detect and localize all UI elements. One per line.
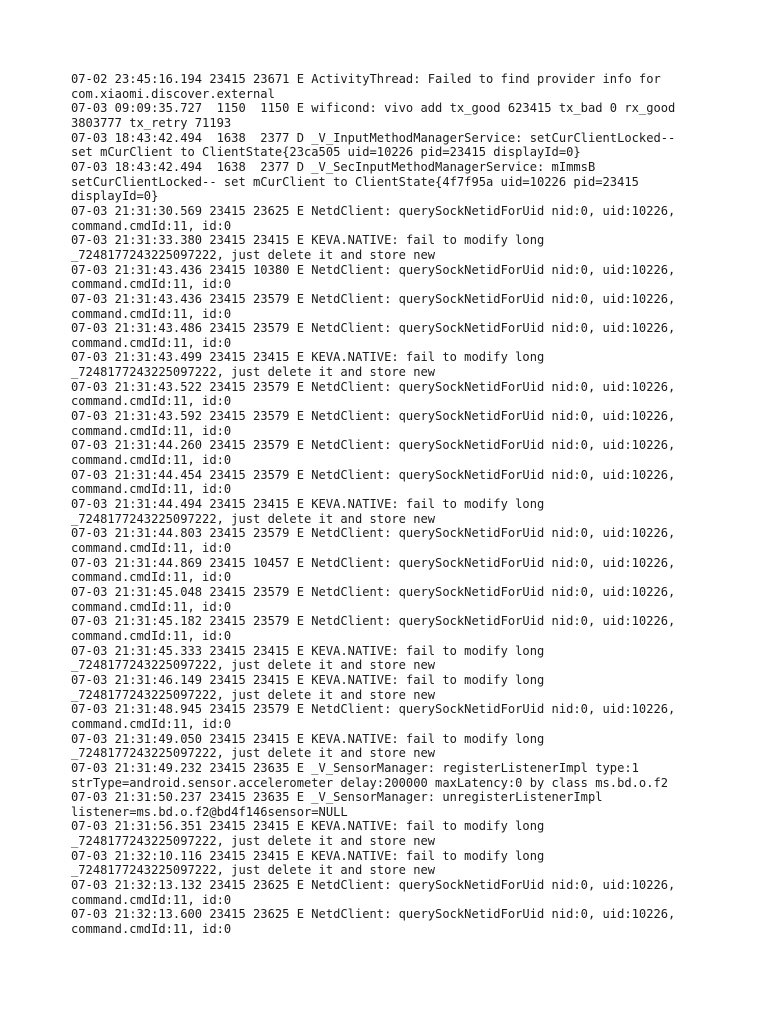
log-line: command.cmdId:11, id:0 [71,716,232,731]
log-line: command.cmdId:11, id:0 [71,335,232,350]
log-line: _7248177243225097222, just delete it and store new [71,658,436,673]
log-listing [71,72,711,937]
log-line: 07-03 21:31:43.436 23415 10380 E NetdClient: querySockNetidForUid nid:0, uid:10226, [71,262,676,277]
log-line: 07-03 21:31:45.048 23415 23579 E NetdClient: querySockNetidForUid nid:0, uid:10226, [71,584,676,599]
log-line: 07-03 21:31:44.454 23415 23579 E NetdClient: querySockNetidForUid nid:0, uid:10226, [71,467,676,482]
log-line: _7248177243225097222, just delete it and store new [71,746,436,761]
log-line: 07-02 23:45:16.194 23415 23671 E ActivityThread: Failed to find provider info for [71,72,661,86]
log-line: command.cmdId:11, id:0 [71,423,232,438]
log-line: 07-03 21:32:10.116 23415 23415 E KEVA.NATIVE: fail to modify long [71,848,545,863]
log-entry [71,131,711,160]
log-line: 07-03 21:31:43.522 23415 23579 E NetdClient: querySockNetidForUid nid:0, uid:10226, [71,379,676,394]
log-line: 07-03 18:43:42.494 1638 2377 D _V_InputMethodManagerService: setCurClientLocked-- [71,130,676,145]
log-line: _7248177243225097222, just delete it and store new [71,834,436,849]
log-entry [71,878,711,907]
log-line: command.cmdId:11, id:0 [71,218,232,233]
log-entry [71,321,711,350]
log-entry [71,380,711,409]
log-line: 07-03 21:32:13.600 23415 23625 E NetdClient: querySockNetidForUid nid:0, uid:10226, [71,907,676,922]
log-line: _7248177243225097222, just delete it and store new [71,247,436,262]
log-line: displayId=0} [71,189,159,204]
log-entry [71,350,711,379]
log-line: 07-03 21:31:49.232 23415 23635 E _V_SensorManager: registerListenerImpl type:1 [71,760,639,775]
log-entry [71,790,711,819]
log-entry [71,673,711,702]
log-entry [71,702,711,731]
log-line: 07-03 21:31:45.182 23415 23579 E NetdClient: querySockNetidForUid nid:0, uid:10226, [71,614,676,629]
log-line: listener=ms.bd.o.f2@bd4f146sensor=NULL [71,804,348,819]
log-line: _7248177243225097222, just delete it and store new [71,863,436,878]
log-entry [71,409,711,438]
log-line: 07-03 21:31:46.149 23415 23415 E KEVA.NATIVE: fail to modify long [71,672,545,687]
log-entry [71,819,711,848]
log-entry [71,438,711,467]
log-entry [71,556,711,585]
log-line: setCurClientLocked-- set mCurClient to ClientState{4f7f95a uid=10226 pid=23415 [71,174,639,189]
log-line: _7248177243225097222, just delete it and store new [71,365,436,380]
log-line: command.cmdId:11, id:0 [71,892,232,907]
log-line: command.cmdId:11, id:0 [71,306,232,321]
log-line: command.cmdId:11, id:0 [71,541,232,555]
log-line: 07-03 18:43:42.494 1638 2377 D _V_SecInputMethodManagerService: mImmsB [71,159,596,174]
log-entry [71,263,711,292]
log-line: 07-03 21:31:48.945 23415 23579 E NetdClient: querySockNetidForUid nid:0, uid:10226, [71,702,676,717]
log-entry [71,72,711,101]
log-line: strType=android.sensor.accelerometer delay:200000 maxLatency:0 by class ms.bd.o.f2 [71,775,669,790]
log-entry [71,732,711,761]
log-entry [71,497,711,526]
log-entry [71,761,711,790]
log-line: 07-03 21:31:43.592 23415 23579 E NetdClient: querySockNetidForUid nid:0, uid:10226, [71,409,676,424]
log-entry [71,204,711,233]
log-line: command.cmdId:11, id:0 [71,453,232,468]
log-entry [71,614,711,643]
log-line: com.xiaomi.discover.external [71,86,275,101]
log-line: 07-03 21:31:56.351 23415 23415 E KEVA.NATIVE: fail to modify long [71,819,545,834]
log-line: _7248177243225097222, just delete it and store new [71,511,436,526]
log-line: 07-03 21:31:44.260 23415 23579 E NetdClient: querySockNetidForUid nid:0, uid:10226, [71,438,676,453]
log-entry [71,160,711,204]
log-line: 07-03 21:31:30.569 23415 23625 E NetdClient: querySockNetidForUid nid:0, uid:10226, [71,203,676,218]
log-line: 07-03 09:09:35.727 1150 1150 E wificond: vivo add tx_good 623415 tx_bad 0 rx_good [71,101,676,116]
log-line: command.cmdId:11, id:0 [71,599,232,614]
log-line: command.cmdId:11, id:0 [71,922,232,937]
log-line: command.cmdId:11, id:0 [71,570,232,585]
log-line: 07-03 21:32:13.132 23415 23625 E NetdClient: querySockNetidForUid nid:0, uid:10226, [71,878,676,893]
log-line: 07-03 21:31:44.803 23415 23579 E NetdClient: querySockNetidForUid nid:0, uid:10226, [71,526,676,541]
log-line: 3803777 tx_retry 71193 [71,115,232,130]
log-entry [71,644,711,673]
log-line: 07-03 21:31:44.494 23415 23415 E KEVA.NATIVE: fail to modify long [71,497,545,512]
log-entry [71,292,711,321]
log-line: 07-03 21:31:43.499 23415 23415 E KEVA.NATIVE: fail to modify long [71,350,545,365]
log-line: _7248177243225097222, just delete it and store new [71,687,436,702]
log-line: 07-03 21:31:43.486 23415 23579 E NetdClient: querySockNetidForUid nid:0, uid:10226, [71,321,676,336]
log-line: 07-03 21:31:44.869 23415 10457 E NetdClient: querySockNetidForUid nid:0, uid:10226, [71,555,676,570]
log-line: 07-03 21:31:45.333 23415 23415 E KEVA.NATIVE: fail to modify long [71,643,545,658]
log-line: 07-03 21:31:50.237 23415 23635 E _V_SensorManager: unregisterListenerImpl [71,790,603,805]
log-line: set mCurClient to ClientState{23ca505 uid=10226 pid=23415 displayId=0} [71,145,581,160]
log-line: 07-03 21:31:33.380 23415 23415 E KEVA.NATIVE: fail to modify long [71,233,545,248]
log-entry [71,526,711,555]
log-entry [71,907,711,936]
log-entry [71,101,711,130]
log-line: command.cmdId:11, id:0 [71,394,232,409]
log-entry [71,585,711,614]
log-entry [71,849,711,878]
log-entry [71,233,711,262]
log-line: command.cmdId:11, id:0 [71,482,232,497]
log-line: command.cmdId:11, id:0 [71,628,232,643]
log-entry [71,468,711,497]
log-line: 07-03 21:31:49.050 23415 23415 E KEVA.NATIVE: fail to modify long [71,731,545,746]
log-line: 07-03 21:31:43.436 23415 23579 E NetdClient: querySockNetidForUid nid:0, uid:10226, [71,291,676,306]
log-line: command.cmdId:11, id:0 [71,277,232,292]
